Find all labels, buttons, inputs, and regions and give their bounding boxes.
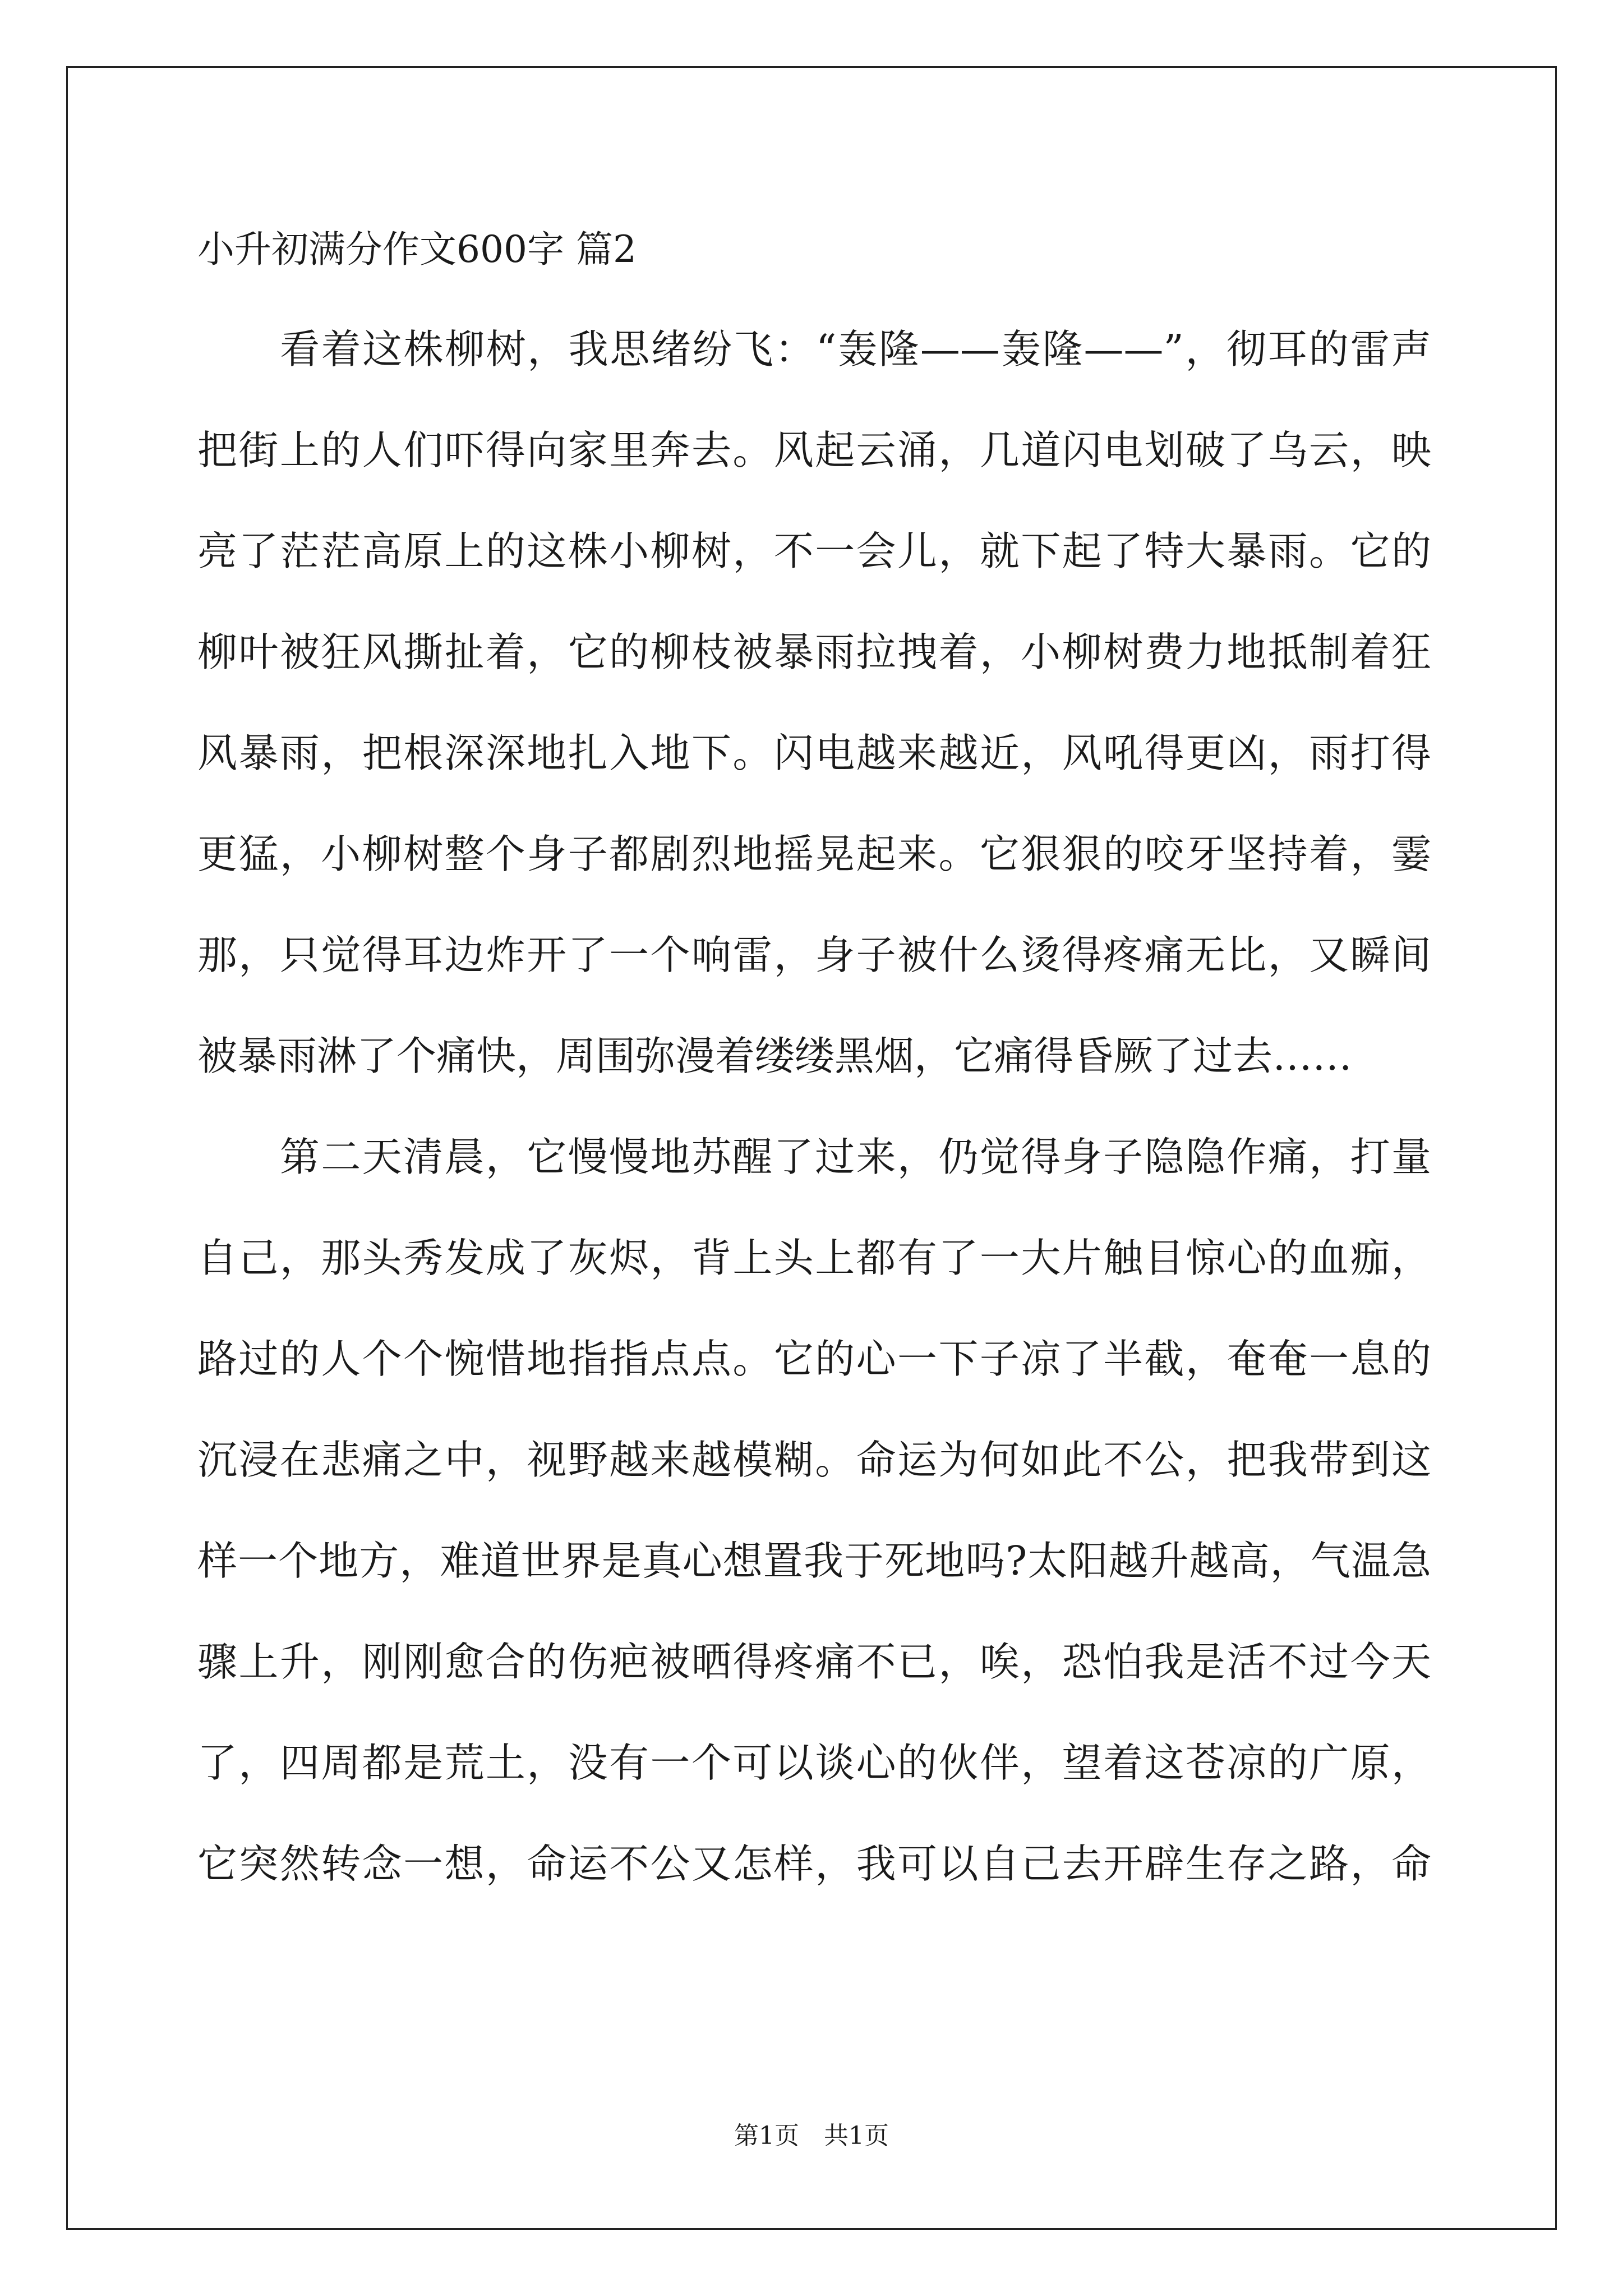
text-line: 了，四周都是荒土，没有一个可以谈心的伙伴，望着这苍凉的广原， [197, 1740, 1431, 1786]
text-line: 亮了茫茫高原上的这株小柳树，不一会儿，就下起了特大暴雨。它的 [197, 528, 1431, 574]
document-title: 小升初满分作文600字 篇2 [197, 228, 637, 271]
text-line: 样一个地方，难道世界是真心想置我于死地吗?太阳越升越高，气温急 [197, 1538, 1431, 1584]
text-line: 它突然转念一想，命运不公又怎样，我可以自己去开辟生存之路，命 [197, 1841, 1431, 1887]
text-line: 骤上升，刚刚愈合的伤疤被晒得疼痛不已，唉，恐怕我是活不过今天 [197, 1639, 1431, 1685]
text-line: 路过的人个个惋惜地指指点点。它的心一下子凉了半截，奄奄一息的 [197, 1336, 1431, 1382]
text-line: 更猛，小柳树整个身子都剧烈地摇晃起来。它狠狠的咬牙坚持着，霎 [197, 831, 1431, 877]
text-line: 第二天清晨，它慢慢地苏醒了过来，仍觉得身子隐隐作痛，打量 [197, 1134, 1431, 1180]
text-line: 自己，那头秀发成了灰烬，背上头上都有了一大片触目惊心的血痂， [197, 1235, 1431, 1281]
page-footer: 第1页 共1页 [734, 2122, 889, 2150]
text-line: 那，只觉得耳边炸开了一个响雷，身子被什么烫得疼痛无比，又瞬间 [197, 932, 1431, 978]
text-line: 沉浸在悲痛之中，视野越来越模糊。命运为何如此不公，把我带到这 [197, 1437, 1431, 1483]
text-line: 柳叶被狂风撕扯着，它的柳枝被暴雨拉拽着，小柳树费力地抵制着狂 [197, 629, 1431, 675]
text-line: 看着这株柳树，我思绪纷飞：“轰隆——轰隆——”，彻耳的雷声 [197, 326, 1431, 372]
text-line: 把街上的人们吓得向家里奔去。风起云涌，几道闪电划破了乌云，映 [197, 427, 1431, 473]
text-line: 风暴雨，把根深深地扎入地下。闪电越来越近，风吼得更凶，雨打得 [197, 730, 1431, 776]
text-line: 被暴雨淋了个痛快，周围弥漫着缕缕黑烟，它痛得昏厥了过去…… [197, 1033, 1353, 1079]
